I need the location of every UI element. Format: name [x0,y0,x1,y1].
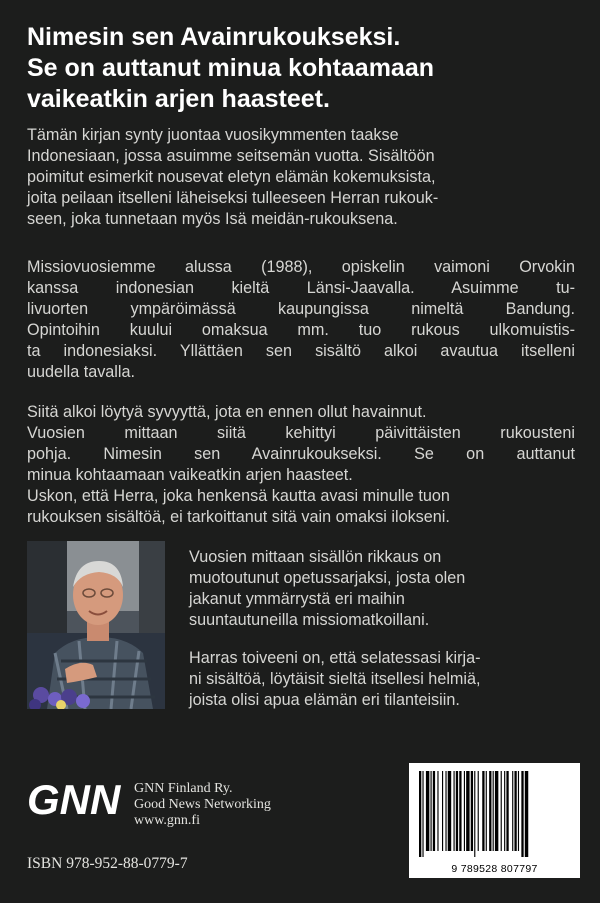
text-line: ta indonesiaksi. Yllättäen sen sisältö alkoi avautua itselleni [27,342,575,360]
text-line: livuorten ympäröimässä kaupungissa nimeltä Bandung. [27,300,575,318]
barcode-bar [442,771,443,851]
barcode-bar [478,771,479,851]
text-line: Missiovuosiemme alussa (1988), opiskelin vaimoni Orvokin [27,258,575,276]
barcode-bar [495,771,498,851]
barcode-bar [501,771,502,851]
barcode-bar [433,771,435,851]
text-line: poimitut esimerkit nousevat eletyn elämän kokemuksista, [27,168,436,186]
barcode-bar [514,771,516,851]
barcode-bar [493,771,494,851]
paragraph-mission [27,257,575,383]
text-line: uudella tavalla. [27,363,135,381]
barcode-bar [448,771,451,851]
text-line: joista olisi apua elämän eri tilanteisiin. [189,691,460,709]
barcode-bar [482,771,484,851]
author-photo [27,541,165,709]
text-line: Harras toiveeni on, että selatessasi kirja- [189,649,481,667]
publisher-tagline: Good News Networking [134,797,271,812]
barcode-bar [518,771,519,851]
barcode-bar [471,771,473,851]
text-line: Opintoihin kuului omaksua mm. tuo rukous ulkomuistis- [27,321,575,339]
headline [27,22,587,115]
barcode-bar [512,771,513,851]
text-line: seen, joka tunnetaan myös Isä meidän-rukouksena. [27,210,398,228]
barcode-bar [437,771,438,851]
barcode-bar [445,771,446,851]
publisher-name: GNN Finland Ry. [134,781,233,796]
barcode-bar [431,771,432,851]
headline-line: vaikeatkin arjen haasteet. [27,85,330,113]
barcode-bar [464,771,465,851]
barcode-bar [459,771,461,851]
paragraph-wish [189,648,575,711]
text-line: muotoutunut opetussarjaksi, josta olen [189,569,466,587]
isbn-number: ISBN 978-952-88-0779-7 [27,855,188,872]
paragraph-teaching-series [189,547,575,631]
text-line: minua kohtaamaan vaikeatkin arjen haasteet. [27,466,353,484]
barcode-bar [426,771,429,851]
text-line: jakanut ymmärrystä eri maihin [189,590,405,608]
barcode-bars [419,771,570,857]
barcode-bar [419,771,421,857]
text-line: pohja. Nimesin sen Avainrukoukseksi. Se on auttanut [27,445,575,463]
barcode-digits: 9 789528 807797 [451,863,538,875]
text-line: Indonesiaan, jossa asuimme seitsemän vuotta. Sisältöön [27,147,435,165]
text-line: Tämän kirjan synty juontaa vuosikymmenten taakse [27,126,399,144]
text-line: ni sisältöä, löytäisit sieltä itsellesi helmiä, [189,670,481,688]
text-line: rukouksen sisältöä, ei tarkoittanut sitä vain omaksi ilokseni. [27,508,450,526]
barcode-bar [521,771,523,857]
barcode-bar [474,771,475,857]
text-line: Uskon, että Herra, joka henkensä kautta avasi minulle tuon [27,487,450,505]
text-line: suuntautuneilla missiomatkoillani. [189,611,430,629]
paragraph-key-prayer [27,402,575,528]
barcode-bar [525,771,528,857]
barcode-bar [504,771,505,851]
barcode-bar [466,771,469,851]
text-line: joita peilaan itselleni läheiseksi tulleeseen Herran rukouk- [27,189,439,207]
barcode-bar [454,771,455,851]
logo-text: GNN [27,776,121,820]
isbn-barcode [409,763,580,878]
paragraph-origin [27,125,575,230]
headline-line: Nimesin sen Avainrukoukseksi. [27,23,401,51]
publisher-info [134,781,271,829]
text-line: Vuosien mittaan sisällön rikkaus on [189,548,442,566]
publisher-website: www.gnn.fi [134,813,200,828]
barcode-bar [422,771,423,857]
barcode-bar [489,771,491,851]
barcode-bar [456,771,458,851]
gnn-logo [27,776,127,820]
barcode-bar [506,771,508,851]
text-line: kanssa indonesian kieltä Länsi-Jaavalla. Asuimme tu- [27,279,575,297]
text-line: Siitä alkoi löytyä syvyyttä, jota en ennen ollut havainnut. [27,403,427,421]
text-line: Vuosien mittaan siitä kehittyi päivittäisten rukousteni [27,424,575,442]
barcode-bar [486,771,487,851]
headline-line: Se on auttanut minua kohtaamaan [27,54,435,82]
